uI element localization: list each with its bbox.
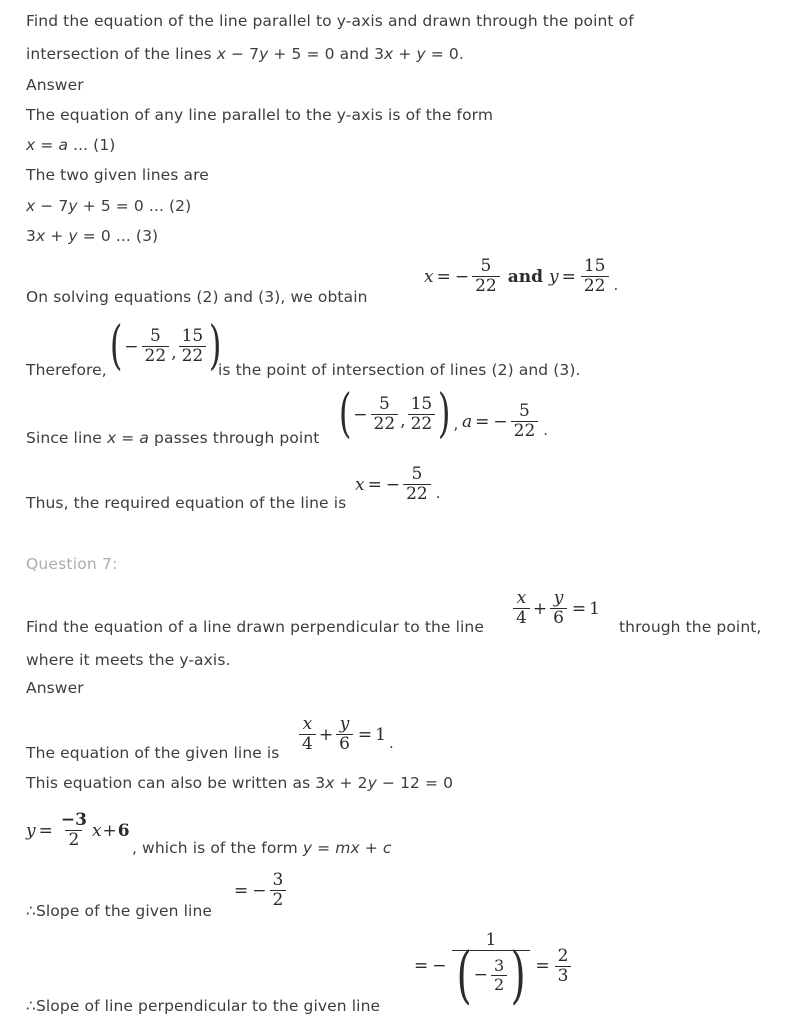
prompt-text-part: − 7 xyxy=(225,45,260,63)
fraction-5-22 xyxy=(403,466,431,504)
question-label-text: Question 7: xyxy=(26,555,118,573)
nested-fraction xyxy=(452,930,531,1012)
numerator: 15 xyxy=(583,256,606,276)
numerator: y xyxy=(339,714,350,734)
result-value: 1 xyxy=(375,724,386,745)
minus-sign: − xyxy=(353,404,368,425)
right-paren: ) xyxy=(209,316,222,377)
question7-form-tail xyxy=(132,841,392,857)
question7-prompt-part-b xyxy=(619,620,761,636)
result-value: 1 xyxy=(589,598,600,619)
given-line-equation xyxy=(297,716,394,754)
numerator: 5 xyxy=(411,464,423,484)
numerator: 2 xyxy=(557,945,569,966)
equation-part: − 7 xyxy=(35,197,69,215)
equals-sign: = xyxy=(312,839,336,857)
numerator: 15 xyxy=(181,326,204,346)
form-text-part: , which is of the form xyxy=(132,839,303,857)
fraction-y-6 xyxy=(550,590,567,628)
variable-y: y xyxy=(367,774,377,792)
plus-sign: + xyxy=(318,724,334,745)
denominator: 2 xyxy=(491,975,507,993)
denominator: 4 xyxy=(299,734,316,753)
fraction-15-22 xyxy=(179,328,207,366)
fraction-x-4 xyxy=(513,590,530,628)
denominator: 22 xyxy=(581,276,609,295)
question6-equation3 xyxy=(26,229,158,245)
denominator: 6 xyxy=(550,608,567,627)
equation-part: + 2 xyxy=(334,774,368,792)
slope-given-line-value xyxy=(231,872,288,910)
question6-thus-text xyxy=(26,496,346,512)
equals-sign: = xyxy=(414,956,429,977)
question6-equation2 xyxy=(26,199,191,215)
right-paren: ) xyxy=(510,938,526,1012)
denominator: 3 xyxy=(555,966,572,985)
slope-given-line-label xyxy=(26,904,212,920)
fraction-5-22 xyxy=(142,328,170,366)
equation-part: − 12 = 0 xyxy=(376,774,454,792)
variable-y: y xyxy=(68,227,78,245)
numerator: 5 xyxy=(378,394,390,414)
fraction-x-4 xyxy=(299,716,316,754)
solution-xy-formula xyxy=(424,258,618,296)
variable-y: y xyxy=(26,820,36,841)
since-text-part: passes through point xyxy=(149,429,320,447)
minus-sign: − xyxy=(432,956,447,977)
step-text: The equation of the given line is xyxy=(26,744,280,762)
denominator: 22 xyxy=(142,346,170,365)
therefore-tail-text: is the point of intersection of lines (2) and (3). xyxy=(218,361,581,379)
prompt-text-part: intersection of the lines xyxy=(26,45,217,63)
question6-answer-label xyxy=(26,78,84,94)
comma-separator: , xyxy=(171,342,177,363)
variable-x: x xyxy=(216,45,226,63)
variable-x: x xyxy=(424,266,434,287)
equation-part: + xyxy=(45,227,69,245)
comma: , xyxy=(453,414,459,433)
denominator: 4 xyxy=(513,608,530,627)
prompt-text: where it meets the y-axis. xyxy=(26,651,231,669)
denominator-group xyxy=(455,938,528,1012)
thus-text: Thus, the required equation of the line is xyxy=(26,494,347,512)
question6-step1 xyxy=(26,108,493,124)
fraction-5-22 xyxy=(511,403,539,441)
question6-step3 xyxy=(26,168,209,184)
variable-a: a xyxy=(139,429,150,447)
denominator: 22 xyxy=(511,421,539,440)
variable-x: x xyxy=(106,429,117,447)
equals-sign: = xyxy=(436,266,451,287)
variable-x: x xyxy=(355,474,365,495)
prompt-text-part: = 0. xyxy=(425,45,464,63)
minus-sign: − xyxy=(385,474,401,495)
equals-sign: = xyxy=(35,136,59,154)
numerator: x xyxy=(516,588,527,608)
slope-perpendicular-value xyxy=(411,930,573,1012)
fraction-neg3-2 xyxy=(58,812,90,850)
period: . xyxy=(543,420,549,439)
period: . xyxy=(388,733,394,752)
minus-sign: − xyxy=(124,336,139,357)
denominator: 22 xyxy=(403,484,431,503)
prompt-text: through the point, xyxy=(619,618,762,636)
equation-part: 3 xyxy=(26,227,36,245)
question7-given-line-text xyxy=(26,746,280,762)
equals-sign: = xyxy=(116,429,140,447)
prompt-text-part: + xyxy=(393,45,417,63)
variable-a: a xyxy=(462,411,473,432)
prompt-text-part: + 5 = 0 and 3 xyxy=(268,45,385,63)
slope-label-text: ∴Slope of line perpendicular to the given line xyxy=(26,997,381,1015)
equals-sign: = xyxy=(535,956,550,977)
step-text: The equation of any line parallel to the y-axis is of the form xyxy=(26,106,494,124)
denominator: 22 xyxy=(472,276,500,295)
question6-equation1 xyxy=(26,138,115,154)
plus-sign: + xyxy=(102,820,117,841)
equals-sign: = xyxy=(475,411,490,432)
period: . xyxy=(613,275,619,294)
period: . xyxy=(435,483,441,502)
question6-therefore-tail xyxy=(218,363,581,379)
fraction-3-2 xyxy=(270,872,287,910)
numerator: 5 xyxy=(149,326,161,346)
left-paren: ( xyxy=(338,384,352,445)
numerator: 5 xyxy=(480,256,492,276)
denominator: 22 xyxy=(408,414,436,433)
variable-x: x xyxy=(325,774,335,792)
variable-x: x xyxy=(384,45,394,63)
left-paren: ( xyxy=(456,938,472,1012)
answer-label-text: Answer xyxy=(26,679,84,697)
question6-therefore-word xyxy=(26,363,107,379)
equals-sign: = xyxy=(561,266,576,287)
variable-x: x xyxy=(26,136,36,154)
question7-prompt-part-a xyxy=(26,620,484,636)
denominator xyxy=(452,938,531,1012)
variable-x: x xyxy=(35,227,46,245)
prompt-text: Find the equation of a line drawn perpendicular to the line xyxy=(26,618,484,636)
question6-prompt-line2 xyxy=(26,47,464,63)
fraction-2-3 xyxy=(555,945,572,986)
comma-separator: , xyxy=(400,410,406,431)
fraction-3-2 xyxy=(491,955,507,995)
numerator: 3 xyxy=(272,870,284,890)
question7-label xyxy=(26,555,118,573)
left-paren: ( xyxy=(109,316,123,377)
equals-sign: = xyxy=(357,724,373,745)
denominator: 22 xyxy=(179,346,207,365)
step-text: The two given lines are xyxy=(26,166,209,184)
variable-y: y xyxy=(302,839,313,857)
slope-label-text: ∴Slope of the given line xyxy=(26,902,213,920)
equals-sign: = xyxy=(38,820,53,841)
equation-part: + 5 = 0 ... (2) xyxy=(77,197,192,215)
fraction-y-6 xyxy=(336,716,353,754)
variable-a: a xyxy=(58,136,69,154)
variable-y: y xyxy=(416,45,426,63)
question6-solving-text xyxy=(26,290,368,306)
fraction-15-22 xyxy=(408,396,436,434)
numerator: x xyxy=(302,714,313,734)
plus-sign: + xyxy=(532,598,548,619)
question7-answer-label xyxy=(26,681,84,697)
variable-c: c xyxy=(382,839,392,857)
equation-number: ... (1) xyxy=(68,136,116,154)
minus-sign: − xyxy=(473,964,488,985)
equals-sign: = xyxy=(571,598,587,619)
equation-part: = 0 ... (3) xyxy=(77,227,159,245)
equals-sign: = xyxy=(234,880,249,901)
fraction-15-22 xyxy=(581,258,609,296)
numerator: −3 xyxy=(60,810,87,830)
equals-sign: = xyxy=(367,474,382,495)
prompt-text: Find the equation of the line parallel to y-axis and drawn through the point of xyxy=(26,12,634,30)
slope-perpendicular-label xyxy=(26,999,380,1015)
fraction-5-22 xyxy=(472,258,500,296)
denominator: 6 xyxy=(336,734,353,753)
numerator: 1 xyxy=(485,930,497,950)
denominator: 22 xyxy=(371,414,399,433)
numerator: 15 xyxy=(410,394,433,414)
question6-since-line-text xyxy=(26,431,319,447)
numerator: 5 xyxy=(519,401,530,421)
numerator: 3 xyxy=(493,955,505,975)
equation-part: This equation can also be written as 3 xyxy=(26,774,326,792)
minus-sign: − xyxy=(454,266,470,287)
variable-y: y xyxy=(259,45,269,63)
fraction-5-22 xyxy=(371,396,399,434)
variable-x: x xyxy=(91,820,102,841)
slope-intercept-equation xyxy=(26,812,130,850)
variable-mx: mx xyxy=(335,839,360,857)
constant-value: 6 xyxy=(117,820,130,841)
variable-y: y xyxy=(549,266,559,287)
final-equation-q6 xyxy=(355,466,441,504)
since-point-coords xyxy=(338,384,459,445)
variable-y: y xyxy=(68,197,78,215)
question7-rewritten-equation xyxy=(26,776,453,792)
and-word: and xyxy=(507,266,543,287)
step-text: On solving equations (2) and (3), we obtain xyxy=(26,288,368,306)
question7-given-line-equation-inline xyxy=(511,590,600,628)
numerator: y xyxy=(553,588,564,608)
plus-sign: + xyxy=(359,839,383,857)
right-paren: ) xyxy=(438,384,451,445)
answer-label-text: Answer xyxy=(26,76,84,94)
minus-sign: − xyxy=(252,880,267,901)
denominator: 2 xyxy=(65,830,82,849)
question7-prompt-line2 xyxy=(26,653,231,669)
variable-x: x xyxy=(26,197,36,215)
since-text-part: Since line xyxy=(26,429,107,447)
a-value-formula xyxy=(462,403,548,441)
therefore-text: Therefore, xyxy=(26,361,107,379)
question6-prompt-line1 xyxy=(26,14,634,30)
intersection-point-coords xyxy=(109,316,223,377)
denominator: 2 xyxy=(270,890,287,909)
minus-sign: − xyxy=(493,411,508,432)
